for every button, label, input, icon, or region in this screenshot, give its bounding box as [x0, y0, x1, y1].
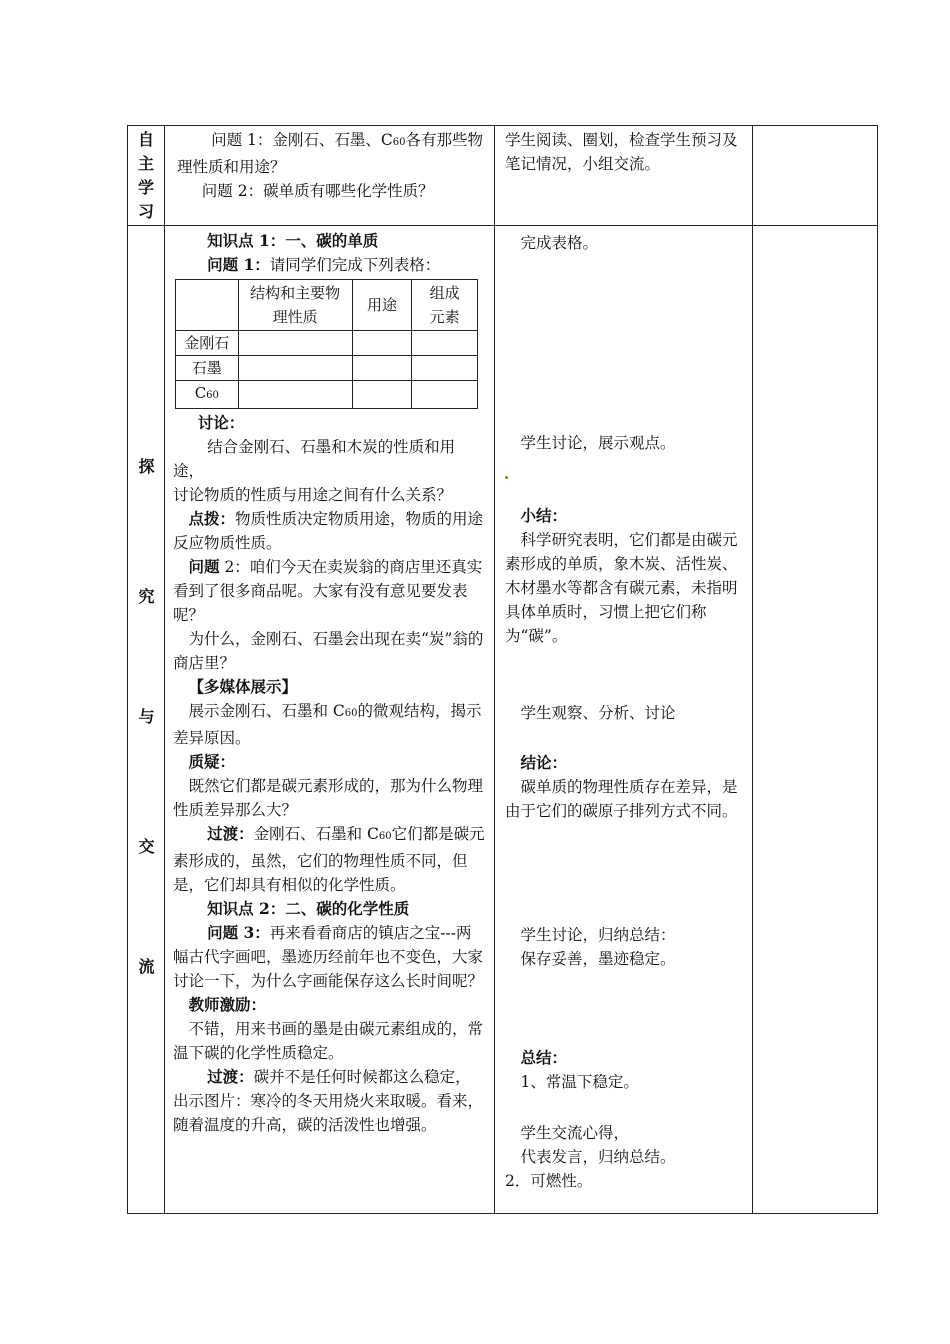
self-study-label	[128, 126, 164, 224]
label-char: 自	[137, 130, 154, 149]
table-row	[176, 381, 478, 409]
row-label: 石墨	[176, 356, 239, 381]
explore-notes-cell	[753, 226, 878, 1214]
why-paragraph: 为什么，金刚石、石墨会出现在卖“炭”翁的商店里？	[173, 630, 484, 672]
table-cell	[238, 381, 352, 409]
student-activity: 学生阅读、圈划，检查学生预习及笔记情况，小组交流。	[505, 131, 738, 173]
knowledge-point-1: 知识点 1：一、碳的单质	[207, 231, 379, 250]
self-study-row	[128, 126, 878, 226]
total-heading: 总结：	[520, 1048, 568, 1067]
q1-text-b: 各有那些物理性质和用途？	[177, 131, 483, 176]
stray-mark	[505, 476, 508, 479]
label-char: 习	[137, 202, 154, 221]
table-cell	[412, 381, 478, 409]
carbon-comparison-table	[175, 279, 478, 409]
table-header-row	[176, 280, 478, 331]
label-char: 主	[137, 154, 154, 173]
q1-text: 请同学们完成下列表格：	[269, 256, 441, 274]
media-text-b: 的微观结构，揭示差异原因。	[173, 702, 482, 747]
self-study-content-cell	[165, 126, 495, 226]
table-cell	[412, 331, 478, 356]
label-char: 探	[138, 457, 155, 476]
q3-head: 问题 3：	[207, 923, 270, 942]
explore-content-cell	[165, 226, 495, 1214]
label-char: 交	[138, 837, 155, 856]
self-study-student-cell	[495, 126, 753, 226]
label-char: 流	[138, 957, 155, 976]
doubt-paragraph: 既然它们都是碳元素形成的，那为什么物理性质差异那么大？	[173, 777, 484, 819]
media-text-a: 展示金刚石、石墨和 C	[188, 702, 345, 720]
table-header-cell	[176, 280, 239, 331]
self-study-label-cell	[128, 126, 165, 226]
knowledge-point-2: 知识点 2：二、碳的化学性质	[207, 899, 410, 918]
discuss-2-line-1: 学生讨论，归纳总结：	[520, 926, 676, 944]
transition-subscript: 60	[378, 831, 392, 842]
tip-head: 点拨：	[188, 509, 236, 528]
total-item-2: 2．可燃性。	[505, 1172, 593, 1190]
transition-head: 过渡：	[207, 824, 254, 843]
encourage-paragraph: 不错，用来书画的墨是由碳元素组成的，常温下碳的化学性质稳定。	[173, 1020, 484, 1062]
tip-text: 物质性质决定物质用途，物质的用途反应物质性质。	[173, 510, 484, 552]
tip-paragraph	[173, 507, 486, 555]
encourage-heading: 教师激励：	[188, 995, 267, 1014]
share-line-2: 代表发言，归纳总结。	[520, 1148, 676, 1166]
observe-text: 学生观察、分析、讨论	[520, 704, 676, 722]
discuss-text-1: 结合金刚石、石墨和木炭的性质和用途，	[173, 438, 456, 480]
discuss-2-line-2: 保存妥善，墨迹稳定。	[520, 950, 676, 968]
table-cell	[352, 356, 412, 381]
summary-text: 科学研究表明，它们都是由碳元素形成的单质，象木炭、活性炭、木材墨水等都含有碳元素，未指明具体单质时，习惯上把它们称为“碳”。	[505, 531, 738, 645]
question-1	[177, 128, 486, 179]
row-label	[176, 381, 239, 409]
complete-table-text: 完成表格。	[520, 234, 599, 252]
table-cell	[352, 331, 412, 356]
transition-text-a: 金刚石、石墨和 C	[253, 825, 379, 843]
question-2: 问题 2：碳单质有哪些化学性质？	[201, 182, 434, 200]
table-header-cell: 用途	[352, 280, 412, 331]
explore-student-cell	[495, 226, 753, 1214]
question-1-line	[173, 253, 486, 277]
q1-head: 问题 1：	[207, 255, 270, 274]
transition-2-paragraph	[173, 1065, 486, 1137]
media-paragraph	[173, 699, 486, 750]
q1-text-a: 问题 1：金刚石、石墨、C	[211, 131, 393, 149]
table-header-cell: 组成元素	[412, 280, 478, 331]
q2-text: 2：咱们今天在卖炭翁的商店里还真实看到了很多商品呢。大家有没有意见要发表呢？	[173, 558, 483, 624]
transition-paragraph	[173, 822, 486, 897]
conclusion-text: 碳单质的物理性质存在差异，是由于它们的碳原子排列方式不同。	[505, 778, 738, 820]
table-cell	[238, 356, 352, 381]
media-heading: 【多媒体展示】	[188, 677, 298, 696]
doubt-heading: 质疑：	[188, 752, 236, 771]
media-subscript: 60	[344, 708, 358, 719]
table-row	[176, 331, 478, 356]
q3-text: 再来看看商店的镇店之宝---两幅古代字画吧，墨迹历经前年也不变色，大家讨论一下，为什么字画能保存这么长时间呢？	[173, 924, 484, 990]
table-cell	[238, 331, 352, 356]
q2-head: 问题	[188, 557, 220, 576]
question-3-paragraph	[173, 921, 486, 993]
discuss-text: 学生讨论，展示观点。	[520, 434, 676, 452]
transition-text-b: 它们都是碳元素形成的，虽然，它们的物理性质不同，但是，它们却具有相似的化学性质。	[173, 825, 485, 894]
discuss-heading: 讨论：	[197, 413, 245, 432]
c60-subscript: 60	[206, 390, 219, 401]
question-2-paragraph	[173, 555, 486, 627]
label-char: 学	[137, 178, 154, 197]
table-cell	[352, 381, 412, 409]
table-row	[176, 356, 478, 381]
explore-row	[128, 226, 878, 1214]
lesson-table	[127, 125, 878, 1214]
total-item-1: 1、常温下稳定。	[520, 1073, 639, 1091]
table-cell	[412, 356, 478, 381]
conclusion-heading: 结论：	[520, 753, 568, 772]
transition-2-text: 碳并不是任何时候都这么稳定，出示图片：寒冷的冬天用烧火来取暖。看来，随着温度的升高，碳的活泼性也增强。	[173, 1068, 484, 1134]
summary-heading: 小结：	[520, 506, 568, 525]
explore-label-cell	[128, 226, 165, 1214]
label-char: 与	[138, 707, 155, 726]
row-label: 金刚石	[176, 331, 239, 356]
share-line-1: 学生交流心得，	[520, 1124, 630, 1142]
transition-2-head: 过渡：	[207, 1067, 254, 1086]
q1-subscript: 60	[392, 137, 406, 148]
label-char: 究	[138, 587, 155, 606]
table-header-cell: 结构和主要物理性质	[238, 280, 352, 331]
c60-main: C	[194, 384, 207, 402]
discuss-text-2: 讨论物质的性质与用途之间有什么关系？	[173, 486, 453, 504]
self-study-notes-cell	[753, 126, 878, 226]
